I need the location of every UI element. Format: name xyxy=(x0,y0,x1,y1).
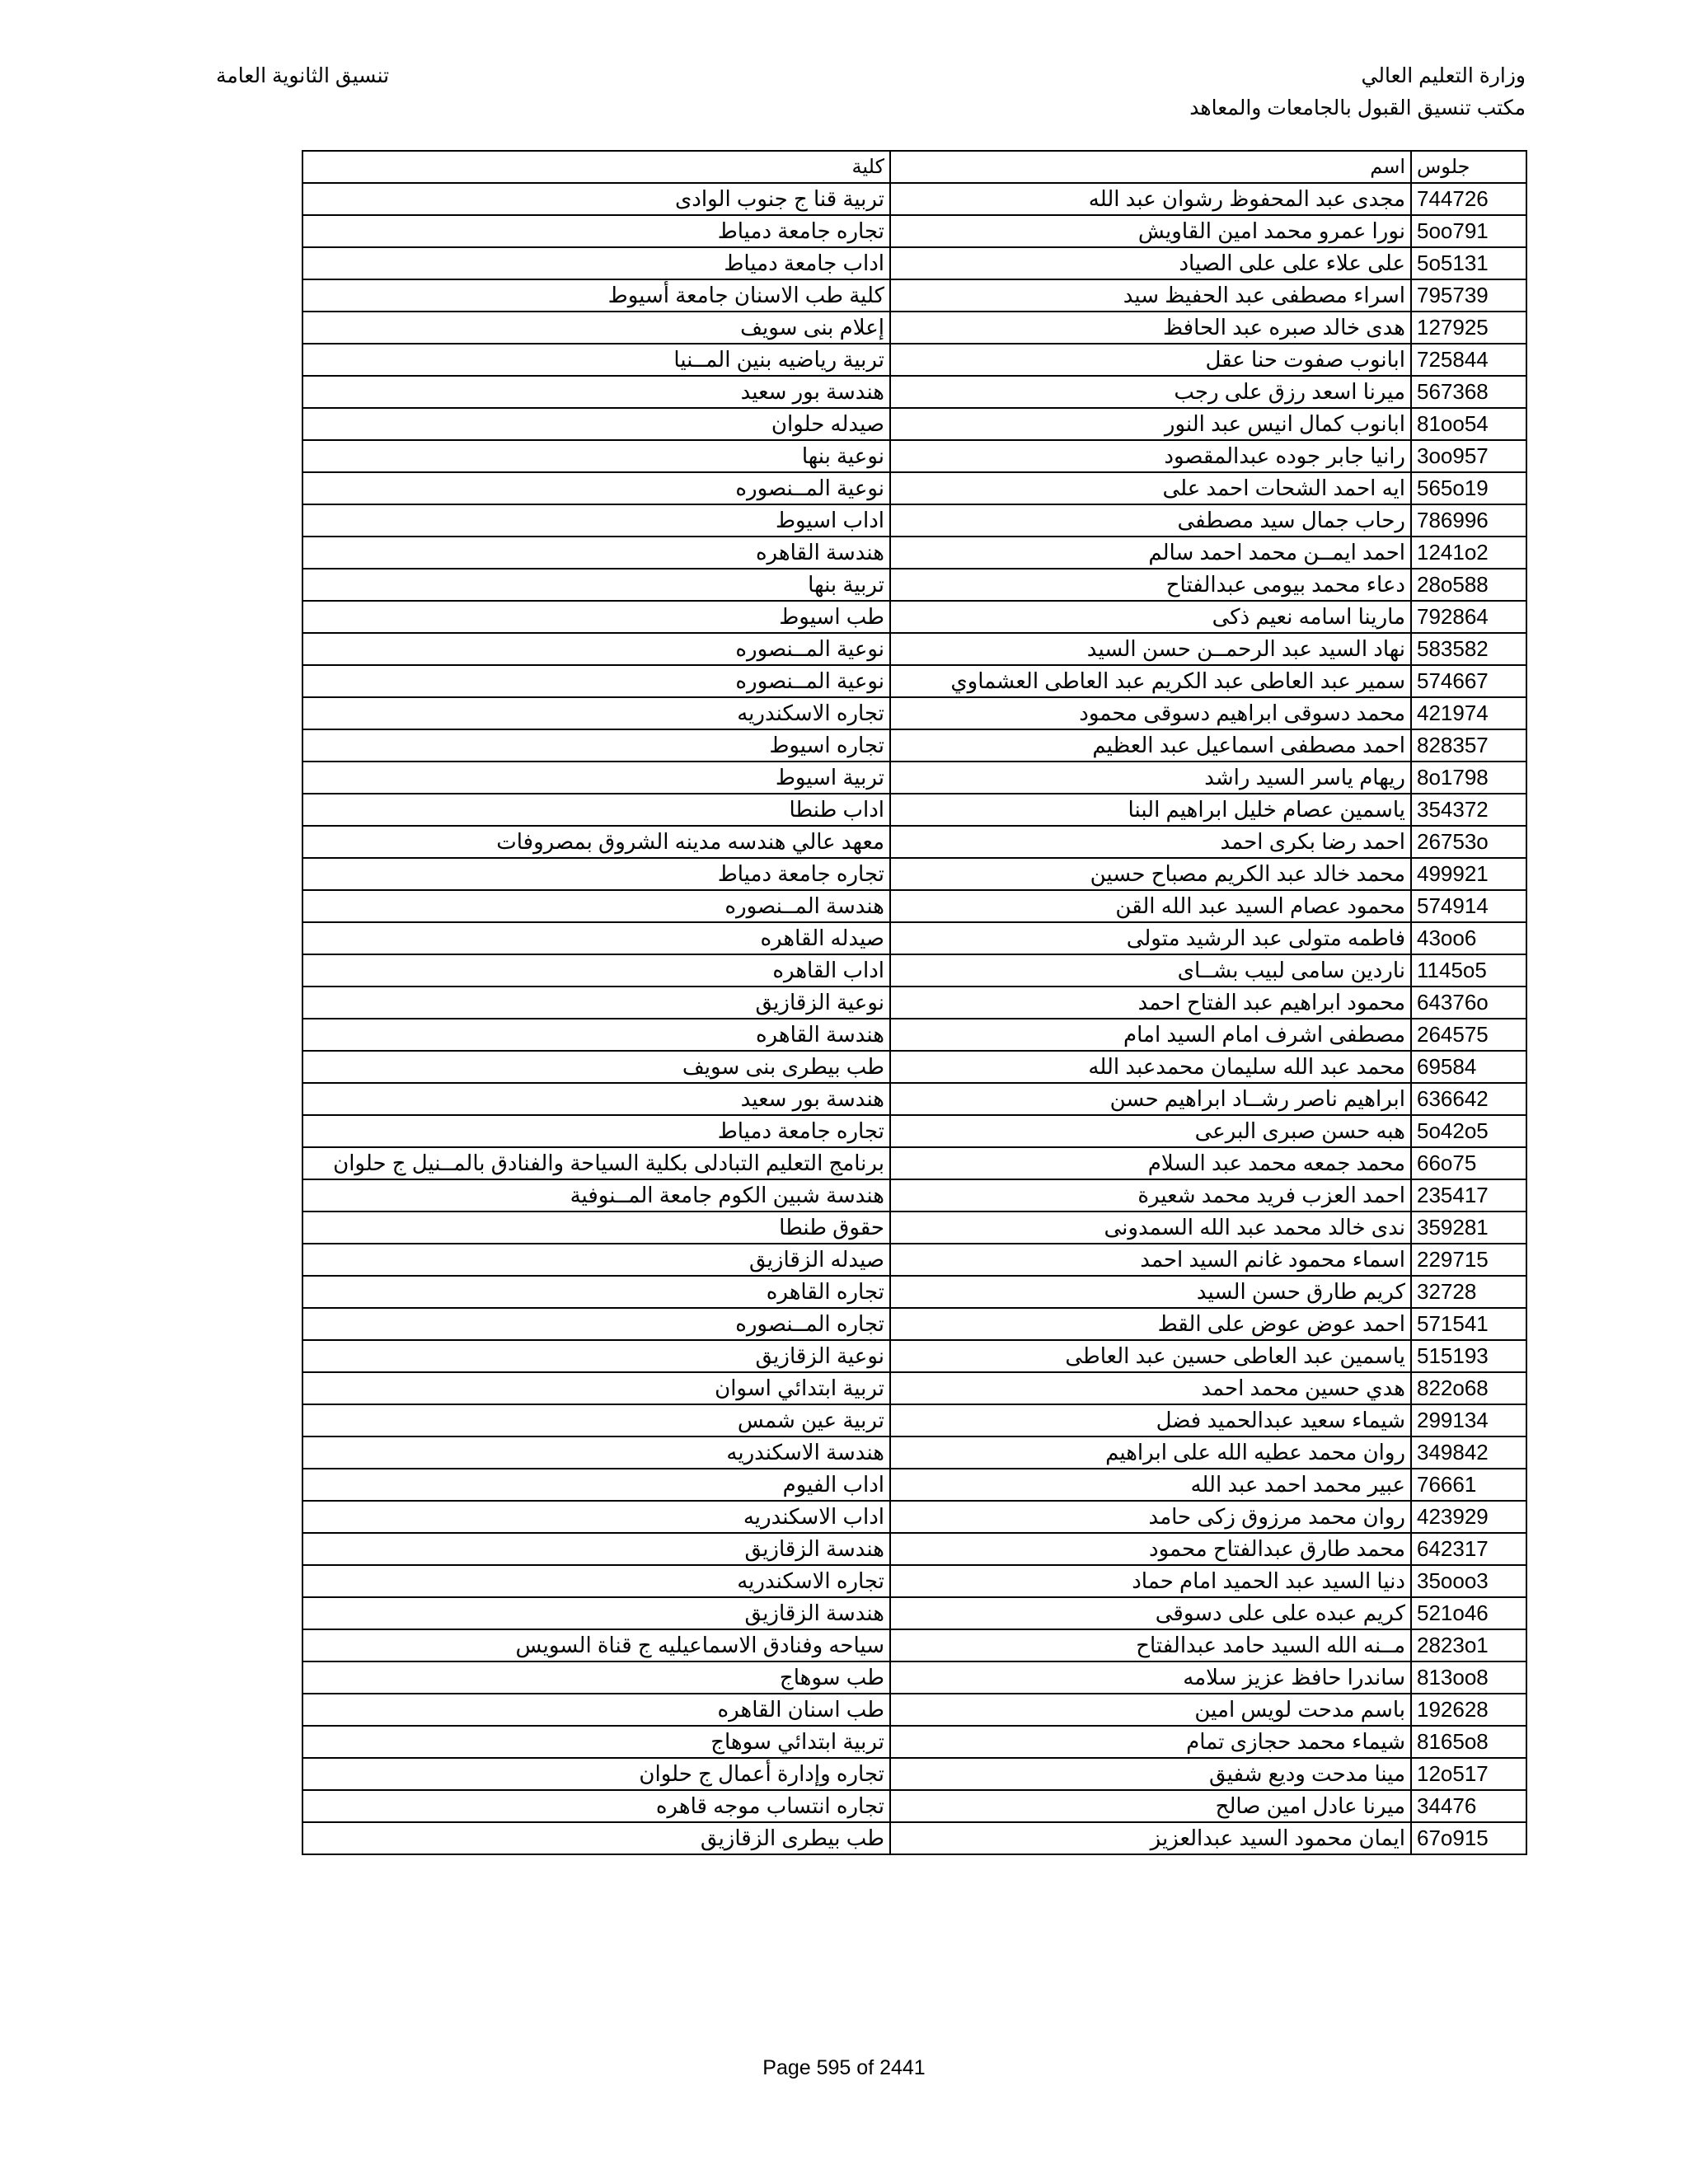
seat-number-cell: 1145o5 xyxy=(1411,954,1526,987)
table-row xyxy=(302,762,1526,794)
student-name-cell: رحاب جمال سيد مصطفى xyxy=(890,504,1411,537)
table-row xyxy=(302,665,1526,697)
student-name-cell: هبه حسن صبرى البرعى xyxy=(890,1115,1411,1147)
seat-number-cell: 725844 xyxy=(1411,344,1526,376)
page-number: Page 595 of 2441 xyxy=(762,2056,926,2079)
faculty-cell: تجاره وإدارة أعمال ج حلوان xyxy=(302,1758,890,1790)
student-name-cell: فاطمه متولى عبد الرشيد متولى xyxy=(890,922,1411,954)
student-name-cell: محمد عبد الله سليمان محمدعبد الله xyxy=(890,1051,1411,1083)
table-row xyxy=(302,890,1526,922)
student-name-cell: كريم طارق حسن السيد xyxy=(890,1276,1411,1308)
student-name-cell: على علاء على على الصياد xyxy=(890,247,1411,279)
table-row xyxy=(302,1147,1526,1179)
table-row xyxy=(302,472,1526,504)
seat-number-cell: 792864 xyxy=(1411,601,1526,633)
faculty-cell: نوعية المــنصوره xyxy=(302,665,890,697)
table-row xyxy=(302,1790,1526,1822)
table-row xyxy=(302,922,1526,954)
seat-number-cell: 76661 xyxy=(1411,1469,1526,1501)
faculty-cell: تجاره انتساب موجه قاهره xyxy=(302,1790,890,1822)
student-name-cell: ندى خالد محمد عبد الله السمدونى xyxy=(890,1212,1411,1244)
ministry-title: وزارة التعليم العالي xyxy=(1361,64,1526,87)
table-row xyxy=(302,858,1526,890)
faculty-cell: صيدله القاهره xyxy=(302,922,890,954)
student-name-cell: احمد العزب فريد محمد شعيرة xyxy=(890,1179,1411,1212)
admissions-table xyxy=(302,150,1527,1855)
table-row xyxy=(302,537,1526,569)
seat-number-cell: 423929 xyxy=(1411,1501,1526,1533)
seat-number-cell: 192628 xyxy=(1411,1694,1526,1726)
seat-number-cell: 567368 xyxy=(1411,376,1526,408)
table-row xyxy=(302,1244,1526,1276)
faculty-cell: إعلام بنى سويف xyxy=(302,312,890,344)
faculty-cell: تجاره اسيوط xyxy=(302,729,890,762)
student-name-cell: اسراء مصطفى عبد الحفيظ سيد xyxy=(890,279,1411,312)
faculty-cell: تجاره القاهره xyxy=(302,1276,890,1308)
student-name-cell: كريم عبده على على دسوقى xyxy=(890,1597,1411,1629)
faculty-cell: هندسة بور سعيد xyxy=(302,376,890,408)
faculty-cell: اداب طنطا xyxy=(302,794,890,826)
table-row xyxy=(302,312,1526,344)
faculty-cell: اداب القاهره xyxy=(302,954,890,987)
student-name-cell: مينا مدحت وديع شفيق xyxy=(890,1758,1411,1790)
seat-number-cell: 67o915 xyxy=(1411,1822,1526,1854)
student-name-cell: ياسمين عصام خليل ابراهيم البنا xyxy=(890,794,1411,826)
faculty-cell: معهد عالي هندسه مدينه الشروق بمصروفات xyxy=(302,826,890,858)
faculty-cell: هندسة المــنصوره xyxy=(302,890,890,922)
coordination-title: تنسيق الثانوية العامة xyxy=(216,64,390,87)
faculty-cell: هندسة الزقازيق xyxy=(302,1597,890,1629)
faculty-cell: تربية رياضيه بنين المــنيا xyxy=(302,344,890,376)
seat-number-cell: 81oo54 xyxy=(1411,408,1526,440)
seat-number-cell: 795739 xyxy=(1411,279,1526,312)
seat-number-cell: 69584 xyxy=(1411,1051,1526,1083)
table-row xyxy=(302,1404,1526,1436)
office-title: مكتب تنسيق القبول بالجامعات والمعاهد xyxy=(1189,96,1526,120)
seat-number-cell: 822o68 xyxy=(1411,1372,1526,1404)
table-row xyxy=(302,1051,1526,1083)
student-name-cell: سمير عبد العاطى عبد الكريم عبد العاطى العشماوي xyxy=(890,665,1411,697)
seat-number-cell: 499921 xyxy=(1411,858,1526,890)
table-row xyxy=(302,279,1526,312)
table-row xyxy=(302,1212,1526,1244)
faculty-cell: هندسة الزقازيق xyxy=(302,1533,890,1565)
faculty-cell: صيدله حلوان xyxy=(302,408,890,440)
seat-number-cell: 5o42o5 xyxy=(1411,1115,1526,1147)
faculty-cell: اداب جامعة دمياط xyxy=(302,247,890,279)
student-name-cell: اسماء محمود غانم السيد احمد xyxy=(890,1244,1411,1276)
seat-number-cell: 359281 xyxy=(1411,1212,1526,1244)
table-row xyxy=(302,183,1526,215)
table-row xyxy=(302,794,1526,826)
table-row xyxy=(302,1115,1526,1147)
table-row xyxy=(302,1372,1526,1404)
faculty-cell: تجاره جامعة دمياط xyxy=(302,1115,890,1147)
faculty-cell: تربية ابتدائي سوهاج xyxy=(302,1726,890,1758)
faculty-cell: صيدله الزقازيق xyxy=(302,1244,890,1276)
table-row xyxy=(302,247,1526,279)
student-name-cell: احمد رضا بكرى احمد xyxy=(890,826,1411,858)
student-name-cell: محمد خالد عبد الكريم مصباح حسين xyxy=(890,858,1411,890)
seat-number-cell: 813oo8 xyxy=(1411,1661,1526,1694)
table-row xyxy=(302,826,1526,858)
faculty-cell: تربية اسيوط xyxy=(302,762,890,794)
seat-number-cell: 786996 xyxy=(1411,504,1526,537)
seat-number-cell: 229715 xyxy=(1411,1244,1526,1276)
table-row xyxy=(302,1694,1526,1726)
seat-number-cell: 571541 xyxy=(1411,1308,1526,1340)
student-name-cell: محمد جمعه محمد عبد السلام xyxy=(890,1147,1411,1179)
faculty-cell: كلية طب الاسنان جامعة أسيوط xyxy=(302,279,890,312)
table-row xyxy=(302,1758,1526,1790)
table-row xyxy=(302,1533,1526,1565)
seat-number-cell: 583582 xyxy=(1411,633,1526,665)
faculty-cell: سياحه وفنادق الاسماعيليه ج قناة السويس xyxy=(302,1629,890,1661)
student-name-cell: احمد عوض عوض على القط xyxy=(890,1308,1411,1340)
faculty-cell: اداب اسيوط xyxy=(302,504,890,537)
faculty-cell: حقوق طنطا xyxy=(302,1212,890,1244)
seat-number-cell: 35ooo3 xyxy=(1411,1565,1526,1597)
seat-number-cell: 8165o8 xyxy=(1411,1726,1526,1758)
table-row xyxy=(302,408,1526,440)
seat-number-cell: 1241o2 xyxy=(1411,537,1526,569)
seat-number-cell: 521o46 xyxy=(1411,1597,1526,1629)
table-row xyxy=(302,215,1526,247)
seat-number-cell: 349842 xyxy=(1411,1436,1526,1469)
faculty-cell: اداب الاسكندريه xyxy=(302,1501,890,1533)
faculty-cell: طب بيطرى بنى سويف xyxy=(302,1051,890,1083)
seat-number-cell: 127925 xyxy=(1411,312,1526,344)
faculty-cell: تجاره جامعة دمياط xyxy=(302,858,890,890)
table-row xyxy=(302,1308,1526,1340)
student-name-cell: محمد طارق عبدالفتاح محمود xyxy=(890,1533,1411,1565)
student-name-cell: احمد مصطفى اسماعيل عبد العظيم xyxy=(890,729,1411,762)
student-name-cell: دعاء محمد بيومى عبدالفتاح xyxy=(890,569,1411,601)
seat-number-cell: 828357 xyxy=(1411,729,1526,762)
faculty-cell: هندسة بور سعيد xyxy=(302,1083,890,1115)
student-name-cell: ميرنا اسعد رزق على رجب xyxy=(890,376,1411,408)
table-row xyxy=(302,1436,1526,1469)
faculty-cell: تربية عين شمس xyxy=(302,1404,890,1436)
faculty-cell: تجاره المــنصوره xyxy=(302,1308,890,1340)
faculty-cell: نوعية الزقازيق xyxy=(302,987,890,1019)
table-row xyxy=(302,1019,1526,1051)
faculty-cell: تربية بنها xyxy=(302,569,890,601)
faculty-cell: طب اسيوط xyxy=(302,601,890,633)
table-row xyxy=(302,1340,1526,1372)
seat-number-cell: 32728 xyxy=(1411,1276,1526,1308)
seat-number-cell: 12o517 xyxy=(1411,1758,1526,1790)
faculty-cell: برنامج التعليم التبادلى بكلية السياحة والفنادق بالمــنيل ج حلوان xyxy=(302,1147,890,1179)
seat-number-cell: 64376o xyxy=(1411,987,1526,1019)
faculty-cell: تربية قنا ج جنوب الوادى xyxy=(302,183,890,215)
student-name-cell: ابانوب صفوت حنا عقل xyxy=(890,344,1411,376)
table-row xyxy=(302,504,1526,537)
seat-number-cell: 636642 xyxy=(1411,1083,1526,1115)
faculty-cell: طب سوهاج xyxy=(302,1661,890,1694)
table-row xyxy=(302,601,1526,633)
student-name-cell: مــنه الله السيد حامد عبدالفتاح xyxy=(890,1629,1411,1661)
seat-number-cell: 574914 xyxy=(1411,890,1526,922)
student-name-cell: ياسمين عبد العاطى حسين عبد العاطى xyxy=(890,1340,1411,1372)
table-row xyxy=(302,954,1526,987)
student-name-cell: ايه احمد الشحات احمد على xyxy=(890,472,1411,504)
seat-number-cell: 43oo6 xyxy=(1411,922,1526,954)
seat-number-cell: 34476 xyxy=(1411,1790,1526,1822)
table-row xyxy=(302,569,1526,601)
seat-number-cell: 235417 xyxy=(1411,1179,1526,1212)
student-name-cell: ميرنا عادل امين صالح xyxy=(890,1790,1411,1822)
faculty-cell: هندسة الاسكندريه xyxy=(302,1436,890,1469)
seat-number-cell: 28o588 xyxy=(1411,569,1526,601)
seat-number-cell: 565o19 xyxy=(1411,472,1526,504)
table-row xyxy=(302,1276,1526,1308)
column-header-faculty: كلية xyxy=(302,151,890,183)
seat-number-cell: 264575 xyxy=(1411,1019,1526,1051)
table-row xyxy=(302,1565,1526,1597)
faculty-cell: تجاره الاسكندريه xyxy=(302,1565,890,1597)
student-name-cell: مارينا اسامه نعيم ذكى xyxy=(890,601,1411,633)
faculty-cell: تجاره جامعة دمياط xyxy=(302,215,890,247)
student-name-cell: مصطفى اشرف امام السيد امام xyxy=(890,1019,1411,1051)
seat-number-cell: 3oo957 xyxy=(1411,440,1526,472)
student-name-cell: محمود عصام السيد عبد الله القن xyxy=(890,890,1411,922)
admissions-table-body xyxy=(302,151,1526,1854)
student-name-cell: روان محمد مرزوق زكى حامد xyxy=(890,1501,1411,1533)
table-row xyxy=(302,344,1526,376)
table-row xyxy=(302,1629,1526,1661)
faculty-cell: اداب الفيوم xyxy=(302,1469,890,1501)
faculty-cell: هندسة القاهره xyxy=(302,537,890,569)
table-row xyxy=(302,987,1526,1019)
seat-number-cell: 5oo791 xyxy=(1411,215,1526,247)
student-name-cell: محمد دسوقى ابراهيم دسوقى محمود xyxy=(890,697,1411,729)
column-header-name: اسم xyxy=(890,151,1411,183)
faculty-cell: هندسة القاهره xyxy=(302,1019,890,1051)
faculty-cell: نوعية المــنصوره xyxy=(302,633,890,665)
table-row xyxy=(302,697,1526,729)
table-row xyxy=(302,1469,1526,1501)
seat-number-cell: 515193 xyxy=(1411,1340,1526,1372)
seat-number-cell: 2823o1 xyxy=(1411,1629,1526,1661)
faculty-cell: تربية ابتدائي اسوان xyxy=(302,1372,890,1404)
student-name-cell: هدى خالد صبره عبد الحافظ xyxy=(890,312,1411,344)
seat-number-cell: 299134 xyxy=(1411,1404,1526,1436)
table-row xyxy=(302,1726,1526,1758)
seat-number-cell: 574667 xyxy=(1411,665,1526,697)
table-row xyxy=(302,633,1526,665)
student-name-cell: نهاد السيد عبد الرحمــن حسن السيد xyxy=(890,633,1411,665)
faculty-cell: نوعية الزقازيق xyxy=(302,1340,890,1372)
seat-number-cell: 354372 xyxy=(1411,794,1526,826)
faculty-cell: طب اسنان القاهره xyxy=(302,1694,890,1726)
student-name-cell: روان محمد عطيه الله على ابراهيم xyxy=(890,1436,1411,1469)
student-name-cell: ساندرا حافظ عزيز سلامه xyxy=(890,1661,1411,1694)
student-name-cell: باسم مدحت لويس امين xyxy=(890,1694,1411,1726)
seat-number-cell: 66o75 xyxy=(1411,1147,1526,1179)
student-name-cell: ابراهيم ناصر رشــاد ابراهيم حسن xyxy=(890,1083,1411,1115)
student-name-cell: ريهام ياسر السيد راشد xyxy=(890,762,1411,794)
seat-number-cell: 421974 xyxy=(1411,697,1526,729)
student-name-cell: عبير محمد احمد عبد الله xyxy=(890,1469,1411,1501)
table-row xyxy=(302,376,1526,408)
student-name-cell: شيماء سعيد عبدالحميد فضل xyxy=(890,1404,1411,1436)
faculty-cell: نوعية بنها xyxy=(302,440,890,472)
table-row xyxy=(302,1661,1526,1694)
table-row xyxy=(302,1179,1526,1212)
seat-number-cell: 26753o xyxy=(1411,826,1526,858)
seat-number-cell: 642317 xyxy=(1411,1533,1526,1565)
student-name-cell: احمد ايمــن محمد احمد سالم xyxy=(890,537,1411,569)
table-row xyxy=(302,1822,1526,1854)
table-row xyxy=(302,440,1526,472)
student-name-cell: ناردين سامى لبيب بشــاى xyxy=(890,954,1411,987)
faculty-cell: طب بيطرى الزقازيق xyxy=(302,1822,890,1854)
student-name-cell: ابانوب كمال انيس عبد النور xyxy=(890,408,1411,440)
table-header-row xyxy=(302,151,1526,183)
table-row xyxy=(302,729,1526,762)
student-name-cell: شيماء محمد حجازى تمام xyxy=(890,1726,1411,1758)
student-name-cell: هدي حسين محمد احمد xyxy=(890,1372,1411,1404)
column-header-seat: جلوس xyxy=(1411,151,1526,183)
student-name-cell: دنيا السيد عبد الحميد امام حماد xyxy=(890,1565,1411,1597)
faculty-cell: نوعية المــنصوره xyxy=(302,472,890,504)
table-row xyxy=(302,1501,1526,1533)
student-name-cell: ايمان محمود السيد عبدالعزيز xyxy=(890,1822,1411,1854)
seat-number-cell: 744726 xyxy=(1411,183,1526,215)
student-name-cell: محمود ابراهيم عبد الفتاح احمد xyxy=(890,987,1411,1019)
student-name-cell: مجدى عبد المحفوظ رشوان عبد الله xyxy=(890,183,1411,215)
table-row xyxy=(302,1083,1526,1115)
faculty-cell: هندسة شبين الكوم جامعة المــنوفية xyxy=(302,1179,890,1212)
faculty-cell: تجاره الاسكندريه xyxy=(302,697,890,729)
table-row xyxy=(302,1597,1526,1629)
seat-number-cell: 5o5131 xyxy=(1411,247,1526,279)
student-name-cell: نورا عمرو محمد امين القاويش xyxy=(890,215,1411,247)
student-name-cell: رانيا جابر جوده عبدالمقصود xyxy=(890,440,1411,472)
seat-number-cell: 8o1798 xyxy=(1411,762,1526,794)
